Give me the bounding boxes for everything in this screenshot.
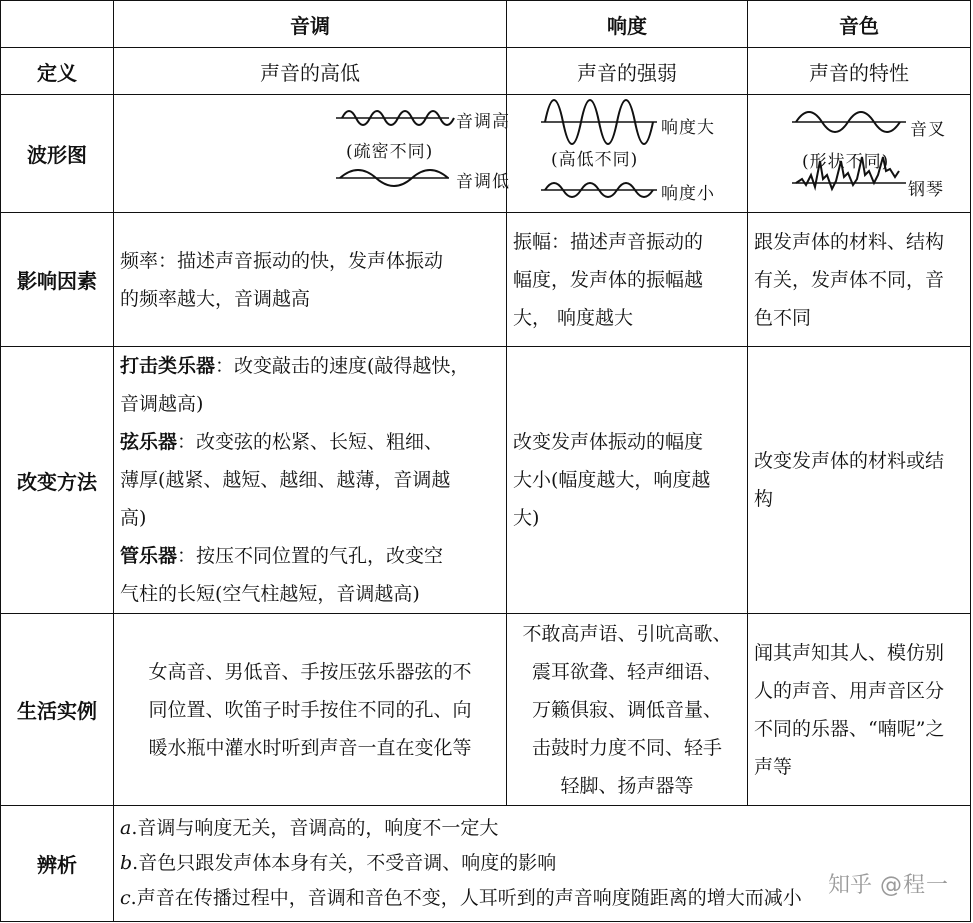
factors-label: 影响因素 [1, 213, 114, 347]
pitch-note-label: (疏密不同) [346, 142, 434, 162]
examples-loudness [507, 614, 748, 806]
definition-row [1, 48, 971, 95]
examples-loudness-line: 轻脚、扬声器等 [560, 774, 694, 797]
wind-line [120, 537, 500, 575]
examples-pitch-line: 同位置、吹笛子时手按住不同的孔、向 [148, 698, 472, 721]
factors-timbre-line: 色不同 [754, 306, 812, 329]
percussion-line [120, 347, 500, 385]
factors-loudness-line: 振幅：描述声音振动的 [513, 230, 704, 253]
factors-loudness [507, 213, 748, 347]
analysis-item-a: a.音调与响度无关，音调高的，响度不一定大 [120, 817, 499, 839]
string-title: 弦乐器 [120, 431, 178, 453]
timbre-note-label: (形状不同) [802, 152, 890, 172]
examples-loudness-line: 震耳欲聋、轻声细语、 [531, 660, 722, 683]
methods-timbre-line: 构 [754, 488, 774, 510]
methods-timbre [748, 347, 971, 614]
string-line: 高) [120, 507, 147, 529]
examples-pitch [114, 614, 507, 806]
methods-pitch [114, 347, 507, 614]
methods-loudness [507, 347, 748, 614]
waveform-pitch [114, 95, 510, 213]
pitch-high-label: 音调高 [456, 112, 510, 132]
header-loudness: 响度 [507, 1, 748, 48]
factors-pitch-line: 频率：描述声音振动的快，发声体振动 [120, 249, 444, 272]
examples-timbre-line: 不同的乐器、“喃呢”之 [754, 717, 945, 740]
waveform-row [1, 95, 971, 213]
factors-row [1, 213, 971, 347]
factors-pitch-line: 的频率越大，音调越高 [120, 287, 311, 310]
examples-pitch-line: 女高音、男低音、手按压弦乐器弦的不 [148, 660, 472, 683]
waveform-timbre [748, 95, 971, 213]
methods-loudness-line: 改变发声体振动的幅度 [513, 431, 704, 453]
analysis-item-c: c.声音在传播过程中，音调和音色不变，人耳听到的声音响度随距离的增大而减小 [120, 887, 802, 909]
loudness-high-label: 响度大 [661, 118, 715, 138]
percussion-title: 打击类乐器 [120, 355, 216, 377]
header-row [1, 1, 971, 48]
header-timbre: 音色 [748, 1, 971, 48]
watermark-site: 知乎 [827, 873, 872, 898]
watermark-user: @程一 [879, 873, 949, 898]
analysis-item-b: b.音色只跟发声体本身有关，不受音调、响度的影响 [120, 852, 557, 874]
definition-pitch: 声音的高低 [114, 48, 507, 95]
factors-timbre-line: 跟发声体的材料、结构 [754, 230, 945, 253]
wind-text: ：按压不同位置的气孔，改变空 [177, 545, 444, 567]
definition-label: 定义 [1, 48, 114, 95]
timbre-piano-label: 钢琴 [908, 180, 944, 200]
factors-loudness-line: 大， 响度越大 [513, 306, 634, 329]
factors-loudness-line: 幅度，发声体的振幅越 [513, 268, 704, 291]
wind-line: 气柱的长短(空气柱越短，音调越高) [120, 583, 420, 605]
percussion-text: ：改变敲击的速度(敲得越快， [215, 355, 470, 377]
examples-timbre-line: 人的声音、用声音区分 [754, 679, 945, 702]
loudness-note-label: (高低不同) [551, 150, 639, 170]
examples-timbre-line: 闻其声知其人、模仿别 [754, 641, 945, 664]
examples-loudness-line: 不敢高声语、引吭高歌、 [522, 622, 732, 645]
pitch-waveform-graphic [114, 95, 507, 213]
examples-timbre [748, 614, 971, 806]
waveform-loudness [507, 95, 748, 213]
analysis-label: 辨析 [1, 806, 114, 922]
header-pitch: 音调 [114, 1, 507, 48]
examples-timbre-line: 声等 [754, 755, 793, 778]
percussion-line: 音调越高) [120, 393, 204, 415]
corner-cell [1, 1, 114, 48]
definition-loudness: 声音的强弱 [507, 48, 748, 95]
string-text: ：改变弦的松紧、长短、粗细、 [177, 431, 444, 453]
string-line [120, 423, 500, 461]
waveform-label: 波形图 [1, 95, 114, 213]
examples-loudness-line: 击鼓时力度不同、轻手 [531, 736, 722, 759]
factors-timbre-line: 有关，发声体不同，音 [754, 268, 945, 291]
methods-row [1, 347, 971, 614]
methods-loudness-line: 大小(幅度越大，响度越 [513, 469, 711, 491]
factors-pitch [114, 213, 507, 347]
factors-timbre [748, 213, 971, 347]
wind-title: 管乐器 [120, 545, 178, 567]
examples-label: 生活实例 [1, 614, 114, 806]
timbre-fork-label: 音叉 [910, 120, 946, 140]
definition-timbre: 声音的特性 [748, 48, 971, 95]
analysis-row [1, 806, 971, 922]
examples-row [1, 614, 971, 806]
zhihu-watermark [828, 868, 949, 899]
examples-loudness-line: 万籁俱寂、调低音量、 [531, 698, 722, 721]
pitch-low-label: 音调低 [456, 172, 510, 192]
methods-loudness-line: 大) [513, 507, 540, 529]
examples-pitch-line: 暖水瓶中灌水时听到声音一直在变化等 [148, 736, 472, 759]
methods-timbre-line: 改变发声体的材料或结 [754, 450, 945, 472]
string-line: 薄厚(越紧、越短、越细、越薄，音调越 [120, 469, 451, 491]
analysis-content [114, 806, 971, 922]
loudness-low-label: 响度小 [661, 184, 715, 204]
methods-label: 改变方法 [1, 347, 114, 614]
